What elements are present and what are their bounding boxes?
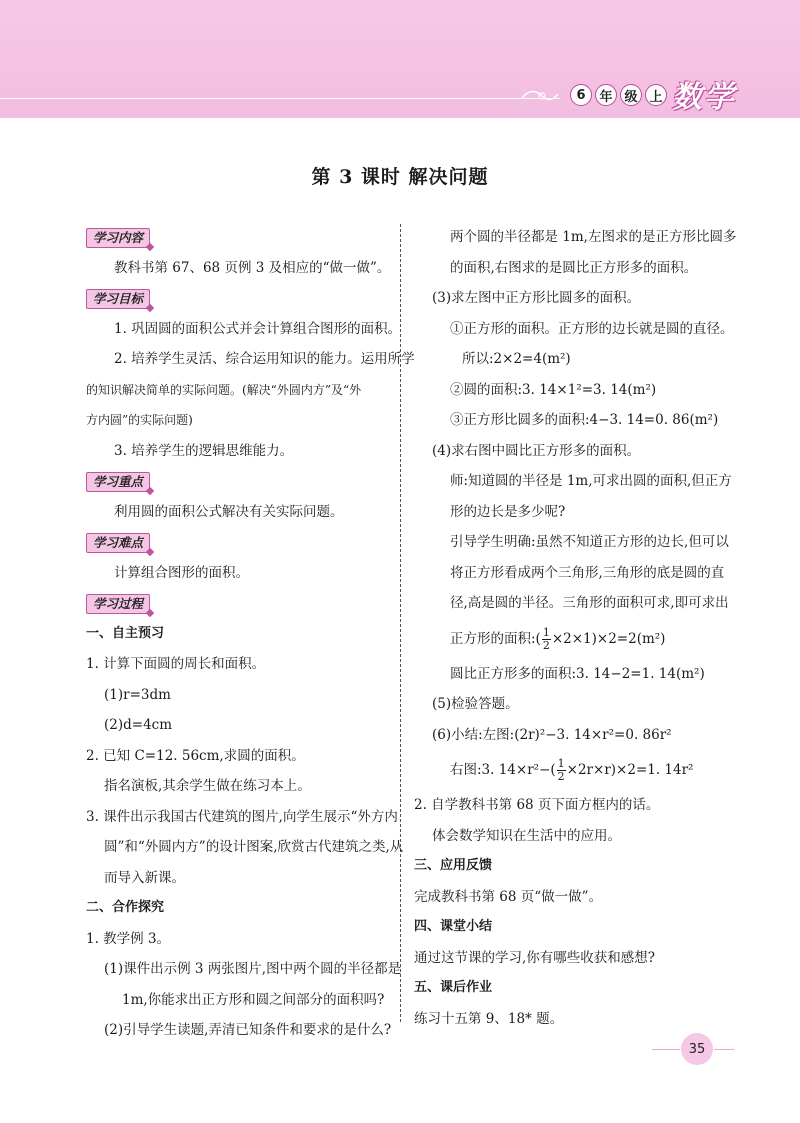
right-line-8: (4)求右图中圆比正方形多的面积。 [432, 442, 641, 459]
right-line-14 [414, 619, 734, 659]
right-line-7: ③正方形比圆多的面积:4−3. 14=0. 86(m²) [450, 412, 719, 428]
right-line-5: 所以:2×2=4(m²) [462, 351, 571, 367]
section-tag-key: 学习重点 [86, 472, 150, 492]
preview-item-1a: (1)r=3dm [104, 686, 171, 703]
preview-item-3a: 3. 课件出示我国古代建筑的图片,向学生展示“外方内 [86, 808, 398, 825]
explore-item-1c: (2)引导学生读题,弄清已知条件和要求的是什么? [104, 1022, 392, 1038]
grade-char-ji: 级 [620, 84, 642, 106]
half-fraction: $\frac{1}{2}$ [542, 625, 550, 652]
right-line-17: (6)小结:左图:(2r)²−3. 14×r²=0. 86r² [432, 726, 672, 743]
right-line-23: 练习十五第 9、18* 题。 [414, 1010, 564, 1027]
preview-item-3c: 而导入新课。 [104, 869, 185, 886]
key-text: 利用圆的面积公式解决有关实际问题。 [114, 503, 344, 520]
right-line-3: (3)求左图中正方形比圆多的面积。 [432, 290, 641, 306]
right-line-10: 形的边长是多少呢? [450, 503, 566, 520]
left-column [86, 222, 415, 1046]
goal-2a: 2. 培养学生灵活、综合运用知识的能力。运用所学 [114, 351, 415, 367]
right-line-15: 圆比正方形多的面积:3. 14−2=1. 14(m²) [450, 665, 705, 682]
grade-char-nian: 年 [595, 84, 617, 106]
section-heading-3: 三、应用反馈 [414, 858, 493, 873]
right-line-16: (5)检验答题。 [432, 696, 519, 712]
section-tag-process: 学习过程 [86, 594, 150, 614]
preview-item-3b: 圆”和“外圆内方”的设计图案,欣赏古代建筑之类,从 [104, 839, 404, 855]
difficulty-text: 计算组合图形的面积。 [114, 564, 249, 581]
page-number: 35 [681, 1033, 713, 1065]
right-figure-prefix: 右图:3. 14×r²−( [450, 762, 556, 778]
goal-1: 1. 巩固圆的面积公式并会计算组合图形的面积。 [114, 320, 402, 337]
preview-item-1: 1. 计算下面圆的周长和面积。 [86, 656, 266, 672]
square-area-prefix: 正方形的面积:( [450, 630, 541, 647]
goal-2b: 的知识解决简单的实际问题。(解决“外圆内方”及“外 [86, 382, 362, 397]
explore-item-1b: 1m,你能求出正方形和圆之间部分的面积吗? [122, 991, 385, 1008]
page-number-rule-right [714, 1049, 734, 1050]
explore-item-1: 1. 教学例 3。 [86, 930, 171, 947]
goal-2c: 方内圆”的实际问题) [86, 413, 193, 427]
lesson-title: 第 3 课时 解决问题 [311, 166, 489, 188]
right-line-20: 体会数学知识在生活中的应用。 [432, 827, 621, 844]
half-fraction-2: $\frac{1}{2}$ [557, 757, 565, 783]
right-line-11: 引导学生明确:虽然不知道正方形的边长,但可以 [450, 534, 729, 550]
right-line-1: 两个圆的半径都是 1m,左图求的是正方形比圆多 [450, 229, 737, 245]
page-number-rule-left [652, 1049, 680, 1050]
square-area-suffix: ×2×1)×2=2(m²) [551, 630, 666, 647]
right-line-22: 通过这节课的学习,你有哪些收获和感想? [414, 949, 656, 966]
preview-item-1b: (2)d=4cm [104, 717, 173, 733]
subject-logo: 数学 [672, 80, 736, 115]
right-column [414, 222, 737, 1034]
grade-number: 6 [570, 84, 592, 106]
section-heading-4: 四、课堂小结 [414, 919, 493, 934]
content-text: 教科书第 67、68 页例 3 及相应的“做一做”。 [114, 259, 391, 276]
right-line-19: 2. 自学教科书第 68 页下面方框内的话。 [414, 797, 660, 813]
grade-char-shang: 上 [645, 84, 667, 106]
right-line-21: 完成教科书第 68 页“做一做”。 [414, 888, 603, 905]
goal-3: 3. 培养学生的逻辑思维能力。 [114, 442, 294, 459]
right-line-13: 径,高是圆的半径。三角形的面积可求,即可求出 [450, 595, 729, 611]
preview-item-2: 2. 已知 C=12. 56cm,求圆的面积。 [86, 747, 305, 764]
right-line-2: 的面积,右图求的是圆比正方形多的面积。 [450, 259, 698, 276]
section-heading-5: 五、课后作业 [414, 980, 493, 995]
section-tag-goals: 学习目标 [86, 289, 150, 309]
grade-label [570, 84, 670, 106]
preview-item-2b: 指名演板,其余学生做在练习本上。 [104, 778, 311, 794]
right-figure-suffix: ×2r×r)×2=1. 14r² [566, 762, 694, 778]
section-heading-2: 二、合作探究 [86, 900, 165, 915]
right-line-18 [414, 750, 734, 790]
section-heading-1: 一、自主预习 [86, 625, 165, 641]
swirl-ornament-icon [520, 84, 560, 106]
right-line-9: 师:知道圆的半径是 1m,可求出圆的面积,但正方 [450, 473, 732, 489]
header-rule [0, 98, 560, 99]
right-line-4: ①正方形的面积。正方形的边长就是圆的直径。 [450, 320, 734, 337]
section-tag-difficulty: 学习难点 [86, 533, 150, 553]
right-line-12: 将正方形看成两个三角形,三角形的底是圆的直 [450, 564, 725, 581]
section-tag-content: 学习内容 [86, 228, 150, 248]
right-line-6: ②圆的面积:3. 14×1²=3. 14(m²) [450, 381, 657, 398]
explore-item-1a: (1)课件出示例 3 两张图片,图中两个圆的半径都是 [104, 961, 402, 977]
